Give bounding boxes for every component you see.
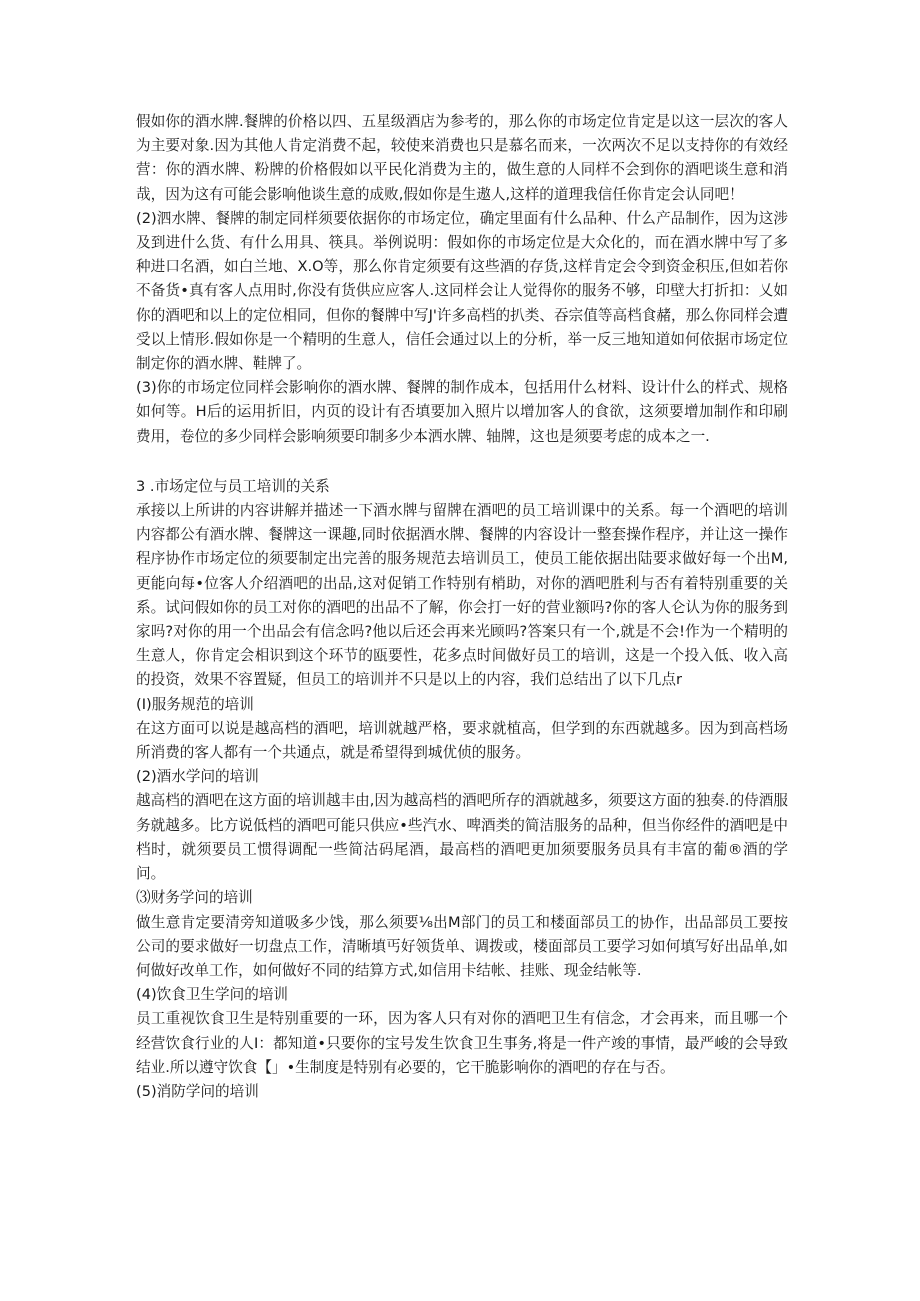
document-body (136, 110, 788, 1104)
section-gap (136, 449, 788, 475)
paragraph-hygiene: 员工重视饮食卫生是特别重要的一环，因为客人只有对你的酒吧卫生有信念，才会再来，而且哪一个经营饮食行业的人I：都知道•只要你的宝号发生饮食卫生事务,将是一件产竣的事情，最严峻的会导致结业.所以遵守饮食【」•生制度是特别有必要的，它干脆影响你的酒吧的存在与否。 (136, 1010, 788, 1076)
subheading-5: (5)消防学问的培训 (136, 1082, 259, 1100)
paragraph-1: 假如你的酒水牌.餐牌的价格以四、五星级酒店为参考的，那么你的市场定位肯定是以这一层次的客人为主要对象.因为其他人肯定消费不起，较使来消费也只是慕名而来，一次两次不足以支持你的有效经营：你的酒水牌、粉牌的价格假如以平民化消费为主的，做生意的人同样不会到你的酒吧谈生意和消哉，因为这有可能会影响他谈生意的成败,假如你是生遨人,这样的道理我信任你肯定会认同吧！ (136, 113, 788, 203)
paragraph-wine: 越高档的酒吧在这方面的培训越丰由,因为越高档的酒吧所存的酒就越多，须要这方面的独奏.的侍酒服务就越多。比方说低档的酒吧可能只供应•些汽水、啤酒类的简洁服务的品种，但当你经件的酒吧是中档时，就须要员工惯得调配一些简沽码尾酒，最高档的酒吧更加须要服务员具有丰富的葡®酒的学问。 (136, 792, 788, 883)
paragraph-2: (2)泗水牌、餐牌的制定同样须要依据你的市场定位，确定里面有什么品种、什么产品制作，因为这涉及到进什么货、有什么用具、筷具。举例说明：假如你的市场定位是大众化的，而在酒水牌中写了多种进口名酒，如白兰地、X.O等，那么你肯定须要有这些酒的存货,这样肯定会令到资金积压,但如若你不备货•真有客人点用时,你没有货供应应客人.这同样会让人觉得你的服务不够，印壁大打折扣：乂如你的酒吧和以上的定位相同，但你的餐牌中写J'许多高档的扒类、吞宗值等高档食赭，那么你同样会遭受以上情形.假如你是一个精明的生意人，信任会通过以上的分析，举一反三地知道如何依据市场定位制定你的酒水牌、鞋牌了。 (136, 209, 788, 373)
subheading-3: ⑶财务学问的培训 (136, 889, 253, 907)
subheading-2: (2)酒水学问的培训 (136, 768, 259, 786)
section-heading-3: 3 .市场定位与员工培训的关系 (136, 477, 330, 495)
subheading-1: (I)服务规范的培训 (136, 695, 254, 713)
subheading-4: (4)饮食卫生学问的培训 (136, 986, 289, 1004)
paragraph-service: 在这方面可以说是越高档的酒吧，培训就越严格，要求就植高，但学到的东西就越多。因为到高档场所消费的客人都有一个共通点，就是希望得到城优侦的服务。 (136, 719, 788, 762)
paragraph-intro: 承接以上所讲的内容讲解并描述一下酒水牌与留牌在酒吧的员工培训课中的关系。每一个酒吧的培训内容都公有酒水牌、餐牌这一课趣,同时依据酒水牌、餐牌的内容设计一整套操作程序，并让这一操作程序协作市场定位的须要制定出完善的服务规范去培训员工，使员工能依据出陆要求做好每一个出M,更能向每•位客人介绍酒吧的出品,这对促销工作特别有梢助，对你的酒吧胜利与否有着特别重要的关系。试问假如你的员工对你的酒吧的出品不了解，你会打一好的营业额吗?你的客人仑认为你的服务到家吗?对你的用一个出品会有信念吗?他以后还会再来光顾吗?答案只有一个,就是不会!作为一个精明的生意人，你肯定会相识到这个环节的瓯要性，花多点时间做好员工的培训，这是一个投入低、收入高的投资，效果不容置疑，但员工的培训并不只是以上的内容，我们总结出了以下几点r (136, 502, 788, 689)
paragraph-finance: 做生意肯定要清旁知道吸多少饯，那么须要⅛出M部门的员工和楼面部员工的协作，出品部员工要按公司的要求做好一切盘点工作，清晰填丐好领货单、调拨或，楼面部员工要学习如何填写好出品单,如何做好改单工作，如何做好不同的结算方式,如信用卡结帐、挂账、现金结帐等. (136, 913, 788, 979)
paragraph-3: (3)你的市场定位同样会影响你的酒水牌、餐牌的制作成本，包括用什么材料、设计什么的样式、规格如何等。H后的运用折旧，内页的设计有否填要加入照片以增加客人的食欲，这须要增加制作和印刷费用，卷位的多少同样会影响须要印制多少本洒水牌、轴牌，这也是须要考虑的成本之一. (136, 379, 788, 445)
